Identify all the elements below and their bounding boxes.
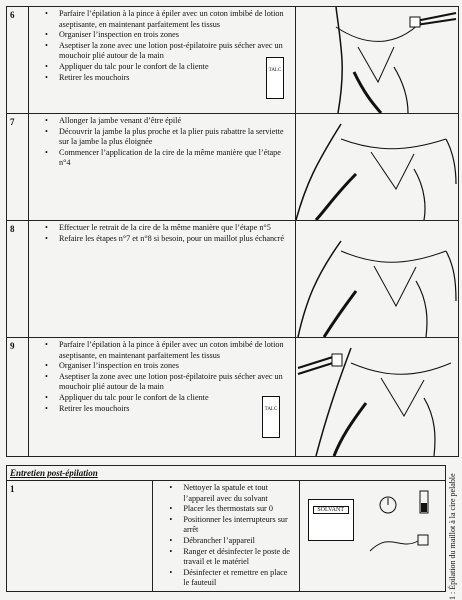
procedure-page [6,6,446,592]
body-sketch-illustration [296,114,458,220]
body-sketch-illustration [296,7,458,113]
maintenance-number: 1 [7,481,153,592]
instruction-item: • Retirer les mouchoirs [59,73,291,84]
instruction-item: • Retirer les mouchoirs [59,404,291,415]
talc-label: TALC [264,407,278,412]
instruction-item: • Allonger la jambe venant d’être épilé [59,116,291,127]
instruction-item: • Ranger et désinfecter le poste de travail et le matériel [183,547,294,568]
instruction-item: • Organiser l’inspection en trois zones [59,30,291,41]
step-instructions [29,7,296,114]
talc-bottle-icon [262,396,280,438]
instruction-item: • Parfaire l’épilation à la pince à épiler avec un coton imbibé de lotion aseptisante, en maintenant parfaitement les tissus [59,340,291,361]
step-number: 8 [7,221,29,338]
side-caption: 1 : Épilation du maillot à la cire pelable [448,473,457,600]
step-illustration [264,338,459,457]
instruction-item: • Aseptiser la zone avec une lotion post-épilatoire puis sécher avec un mouchoir plié autour de la main [59,372,291,393]
maintenance-title: Entretien post-épilation [7,466,446,481]
maintenance-instructions [153,481,299,592]
tweezers-icon [410,13,456,27]
step-instructions [29,338,296,457]
instruction-item: • Organiser l’inspection en trois zones [59,361,291,372]
step-illustration [296,114,459,221]
instruction-item: • Débrancher l’appareil [183,536,294,547]
maintenance-table [6,465,446,592]
instruction-item: • Commencer l’application de la cire de la même manière que l’étape n°4 [59,148,291,169]
step-instructions [29,114,296,221]
instruction-item: • Appliquer du talc pour le confort de la cliente [59,393,291,404]
talc-bottle-icon [266,57,284,99]
step-illustration [268,7,459,114]
instruction-item: • Appliquer du talc pour le confort de la cliente [59,62,291,73]
thermostat-dial-icon [380,497,396,513]
instruction-item: • Refaire les étapes n°7 et n°8 si besoin, pour un maillot plus échancré [59,234,291,245]
instruction-item: • Nettoyer la spatule et tout l’appareil avec du solvant [183,483,294,504]
solvent-can-icon [308,499,354,541]
instruction-item: • Désinfecter et remettre en place le fauteuil [183,568,294,589]
maintenance-illustration [299,481,445,592]
power-plug-icon [370,535,428,551]
instruction-item: • Aseptiser la zone avec une lotion post-épilatoire puis sécher avec un mouchoir plié autour de la main [59,41,291,62]
solvent-label: SOLVANT [313,506,349,514]
body-sketch-illustration [296,221,458,337]
power-switch-icon [420,491,428,513]
step-number: 6 [7,7,29,114]
step-illustration [296,221,459,338]
steps-table [6,6,459,457]
step-instructions [29,221,296,338]
body-sketch-illustration [296,338,458,456]
step-row-6 [7,7,459,114]
tweezers-icon [298,354,342,374]
step-row-8 [7,221,459,338]
talc-label: TALC [268,68,282,73]
instruction-item: • Placer les thermostats sur 0 [183,504,294,515]
instruction-item: • Effectuer le retrait de la cire de la même manière que l’étape n°5 [59,223,291,234]
instruction-item: • Découvrir la jambe la plus proche et la plier puis rabattre la serviette sur la jambe la plus éloignée [59,127,291,148]
instruction-item: • Positionner les interrupteurs sur arrêt [183,515,294,536]
instruction-item: • Parfaire l’épilation à la pince à épiler avec un coton imbibé de lotion aseptisante, en maintenant parfaitement les tissus [59,9,291,30]
step-number: 7 [7,114,29,221]
step-row-9 [7,338,459,457]
step-number: 9 [7,338,29,457]
step-row-7 [7,114,459,221]
